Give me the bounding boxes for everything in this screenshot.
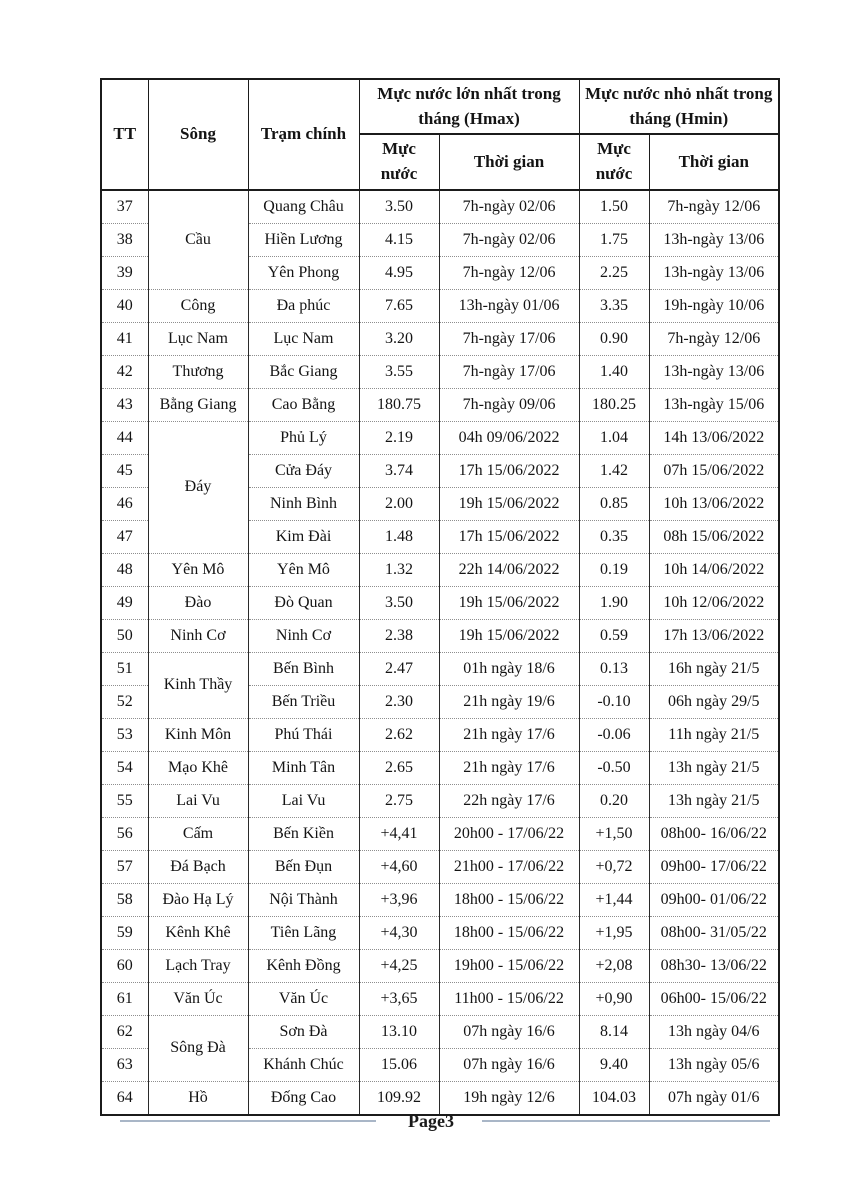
cell-hmin-level: -0.06 xyxy=(579,718,649,751)
cell-hmin-time: 08h00- 31/05/22 xyxy=(649,916,779,949)
cell-hmax-time: 7h-ngày 17/06 xyxy=(439,322,579,355)
cell-hmax-level: 2.65 xyxy=(359,751,439,784)
table-header xyxy=(101,79,779,190)
cell-hmax-time: 22h ngày 17/6 xyxy=(439,784,579,817)
cell-tram-chinh: Kim Đài xyxy=(248,520,359,553)
cell-song: Lạch Tray xyxy=(148,949,248,982)
cell-tram-chinh: Đa phúc xyxy=(248,289,359,322)
cell-hmax-time: 07h ngày 16/6 xyxy=(439,1015,579,1048)
cell-hmax-time: 17h 15/06/2022 xyxy=(439,454,579,487)
cell-hmin-time: 7h-ngày 12/06 xyxy=(649,190,779,224)
cell-hmin-level: 1.04 xyxy=(579,421,649,454)
cell-hmax-level: 2.38 xyxy=(359,619,439,652)
cell-tram-chinh: Lục Nam xyxy=(248,322,359,355)
cell-hmax-time: 18h00 - 15/06/22 xyxy=(439,916,579,949)
cell-tram-chinh: Phủ Lý xyxy=(248,421,359,454)
cell-hmax-time: 11h00 - 15/06/22 xyxy=(439,982,579,1015)
header-tt: TT xyxy=(101,79,148,190)
cell-hmin-time: 13h-ngày 13/06 xyxy=(649,256,779,289)
cell-tt: 48 xyxy=(101,553,148,586)
cell-hmax-level: 15.06 xyxy=(359,1048,439,1081)
cell-song: Yên Mô xyxy=(148,553,248,586)
cell-tram-chinh: Phú Thái xyxy=(248,718,359,751)
cell-hmin-level: 2.25 xyxy=(579,256,649,289)
cell-hmin-level: +2,08 xyxy=(579,949,649,982)
page-footer xyxy=(100,1106,778,1136)
cell-hmin-level: +1,44 xyxy=(579,883,649,916)
cell-song: Đào Hạ Lý xyxy=(148,883,248,916)
cell-tt: 46 xyxy=(101,487,148,520)
cell-hmax-level: 3.20 xyxy=(359,322,439,355)
cell-tt: 53 xyxy=(101,718,148,751)
cell-hmin-time: 11h ngày 21/5 xyxy=(649,718,779,751)
cell-hmin-time: 08h 15/06/2022 xyxy=(649,520,779,553)
cell-tt: 47 xyxy=(101,520,148,553)
table-row xyxy=(101,553,779,586)
cell-song: Công xyxy=(148,289,248,322)
cell-hmax-level: 1.32 xyxy=(359,553,439,586)
cell-hmax-time: 07h ngày 16/6 xyxy=(439,1048,579,1081)
table-row xyxy=(101,355,779,388)
cell-tram-chinh: Sơn Đà xyxy=(248,1015,359,1048)
table-row xyxy=(101,949,779,982)
cell-song: Ninh Cơ xyxy=(148,619,248,652)
table-row xyxy=(101,652,779,685)
footer-rule-right xyxy=(482,1120,770,1122)
cell-hmax-time: 19h 15/06/2022 xyxy=(439,487,579,520)
cell-hmin-time: 10h 12/06/2022 xyxy=(649,586,779,619)
cell-tram-chinh: Bến Triều xyxy=(248,685,359,718)
cell-hmin-time: 13h-ngày 13/06 xyxy=(649,355,779,388)
cell-hmin-time: 08h00- 16/06/22 xyxy=(649,817,779,850)
cell-tt: 64 xyxy=(101,1081,148,1115)
cell-hmax-time: 7h-ngày 09/06 xyxy=(439,388,579,421)
cell-tt: 49 xyxy=(101,586,148,619)
cell-tram-chinh: Yên Phong xyxy=(248,256,359,289)
cell-hmin-time: 13h ngày 05/6 xyxy=(649,1048,779,1081)
cell-hmin-time: 09h00- 01/06/22 xyxy=(649,883,779,916)
cell-tram-chinh: Cao Bằng xyxy=(248,388,359,421)
cell-tram-chinh: Văn Úc xyxy=(248,982,359,1015)
cell-tram-chinh: Kênh Đồng xyxy=(248,949,359,982)
cell-hmax-level: 180.75 xyxy=(359,388,439,421)
cell-hmax-time: 7h-ngày 12/06 xyxy=(439,256,579,289)
cell-hmin-time: 07h ngày 01/6 xyxy=(649,1081,779,1115)
cell-hmin-level: 1.50 xyxy=(579,190,649,224)
cell-song: Sông Đà xyxy=(148,1015,248,1081)
cell-hmax-level: +4,25 xyxy=(359,949,439,982)
cell-hmax-level: 3.55 xyxy=(359,355,439,388)
cell-hmax-time: 21h00 - 17/06/22 xyxy=(439,850,579,883)
cell-song: Lai Vu xyxy=(148,784,248,817)
cell-song: Kinh Môn xyxy=(148,718,248,751)
cell-song: Đá Bạch xyxy=(148,850,248,883)
cell-hmax-time: 7h-ngày 02/06 xyxy=(439,190,579,224)
cell-hmin-level: 1.40 xyxy=(579,355,649,388)
cell-hmax-time: 13h-ngày 01/06 xyxy=(439,289,579,322)
cell-hmin-time: 13h ngày 04/6 xyxy=(649,1015,779,1048)
table-row xyxy=(101,190,779,224)
cell-hmin-level: 0.35 xyxy=(579,520,649,553)
cell-hmin-time: 7h-ngày 12/06 xyxy=(649,322,779,355)
cell-tt: 59 xyxy=(101,916,148,949)
cell-hmin-time: 13h ngày 21/5 xyxy=(649,784,779,817)
cell-song: Kinh Thầy xyxy=(148,652,248,718)
cell-hmin-level: 104.03 xyxy=(579,1081,649,1115)
cell-tram-chinh: Đống Cao xyxy=(248,1081,359,1115)
table-row xyxy=(101,718,779,751)
table-row xyxy=(101,619,779,652)
cell-hmax-level: 2.19 xyxy=(359,421,439,454)
cell-hmin-level: 180.25 xyxy=(579,388,649,421)
cell-tram-chinh: Lai Vu xyxy=(248,784,359,817)
cell-hmin-time: 13h-ngày 13/06 xyxy=(649,223,779,256)
cell-tram-chinh: Bến Bình xyxy=(248,652,359,685)
cell-tram-chinh: Cửa Đáy xyxy=(248,454,359,487)
cell-hmax-time: 7h-ngày 02/06 xyxy=(439,223,579,256)
cell-hmin-time: 13h-ngày 15/06 xyxy=(649,388,779,421)
cell-hmax-level: 7.65 xyxy=(359,289,439,322)
cell-hmax-level: +4,60 xyxy=(359,850,439,883)
cell-song: Đáy xyxy=(148,421,248,553)
cell-tt: 45 xyxy=(101,454,148,487)
page-number: Page3 xyxy=(408,1110,454,1131)
cell-song: Hồ xyxy=(148,1081,248,1115)
cell-tt: 41 xyxy=(101,322,148,355)
cell-song: Bằng Giang xyxy=(148,388,248,421)
cell-tram-chinh: Minh Tân xyxy=(248,751,359,784)
cell-tt: 39 xyxy=(101,256,148,289)
cell-tt: 43 xyxy=(101,388,148,421)
cell-hmax-level: +4,30 xyxy=(359,916,439,949)
cell-hmin-level: 0.90 xyxy=(579,322,649,355)
cell-hmin-time: 17h 13/06/2022 xyxy=(649,619,779,652)
header-hmin-group: Mực nước nhỏ nhất trong tháng (Hmin) xyxy=(579,79,779,134)
cell-hmin-level: 0.59 xyxy=(579,619,649,652)
table-row xyxy=(101,388,779,421)
table-row xyxy=(101,421,779,454)
cell-hmin-level: -0.10 xyxy=(579,685,649,718)
cell-hmax-time: 21h ngày 19/6 xyxy=(439,685,579,718)
cell-tt: 63 xyxy=(101,1048,148,1081)
cell-hmax-level: 2.62 xyxy=(359,718,439,751)
cell-hmin-level: 1.75 xyxy=(579,223,649,256)
cell-tram-chinh: Khánh Chúc xyxy=(248,1048,359,1081)
cell-hmax-level: 3.50 xyxy=(359,190,439,224)
cell-song: Cầu xyxy=(148,190,248,290)
cell-hmax-time: 01h ngày 18/6 xyxy=(439,652,579,685)
cell-hmin-time: 10h 13/06/2022 xyxy=(649,487,779,520)
cell-hmax-time: 18h00 - 15/06/22 xyxy=(439,883,579,916)
cell-hmin-level: 3.35 xyxy=(579,289,649,322)
cell-hmax-time: 21h ngày 17/6 xyxy=(439,718,579,751)
cell-hmin-level: 0.20 xyxy=(579,784,649,817)
header-hmax-level: Mực nước xyxy=(359,134,439,189)
cell-tram-chinh: Bến Đụn xyxy=(248,850,359,883)
cell-song: Lục Nam xyxy=(148,322,248,355)
footer-rule-left xyxy=(120,1120,376,1122)
cell-hmin-level: 0.13 xyxy=(579,652,649,685)
cell-tram-chinh: Ninh Cơ xyxy=(248,619,359,652)
cell-hmin-time: 09h00- 17/06/22 xyxy=(649,850,779,883)
cell-hmax-time: 21h ngày 17/6 xyxy=(439,751,579,784)
cell-hmax-level: 2.75 xyxy=(359,784,439,817)
cell-hmax-level: 2.30 xyxy=(359,685,439,718)
cell-hmax-level: 109.92 xyxy=(359,1081,439,1115)
cell-tram-chinh: Quang Châu xyxy=(248,190,359,224)
cell-song: Thương xyxy=(148,355,248,388)
cell-hmin-time: 10h 14/06/2022 xyxy=(649,553,779,586)
cell-hmin-level: 0.85 xyxy=(579,487,649,520)
cell-hmax-level: +3,65 xyxy=(359,982,439,1015)
cell-hmax-time: 19h 15/06/2022 xyxy=(439,586,579,619)
cell-tram-chinh: Bắc Giang xyxy=(248,355,359,388)
cell-hmin-time: 19h-ngày 10/06 xyxy=(649,289,779,322)
cell-hmax-level: +3,96 xyxy=(359,883,439,916)
cell-hmax-time: 7h-ngày 17/06 xyxy=(439,355,579,388)
cell-tram-chinh: Hiền Lương xyxy=(248,223,359,256)
header-tram-chinh: Trạm chính xyxy=(248,79,359,190)
cell-hmax-level: +4,41 xyxy=(359,817,439,850)
cell-tt: 37 xyxy=(101,190,148,224)
cell-hmin-level: 0.19 xyxy=(579,553,649,586)
cell-hmax-level: 3.50 xyxy=(359,586,439,619)
cell-tt: 38 xyxy=(101,223,148,256)
cell-hmin-time: 06h ngày 29/5 xyxy=(649,685,779,718)
cell-tt: 62 xyxy=(101,1015,148,1048)
cell-hmin-level: 1.90 xyxy=(579,586,649,619)
table-row xyxy=(101,982,779,1015)
cell-tram-chinh: Nội Thành xyxy=(248,883,359,916)
cell-hmin-level: +1,95 xyxy=(579,916,649,949)
header-hmin-level: Mực nước xyxy=(579,134,649,189)
cell-tt: 60 xyxy=(101,949,148,982)
cell-hmax-time: 17h 15/06/2022 xyxy=(439,520,579,553)
cell-hmax-time: 19h00 - 15/06/22 xyxy=(439,949,579,982)
table-row xyxy=(101,289,779,322)
cell-hmin-time: 14h 13/06/2022 xyxy=(649,421,779,454)
cell-hmin-level: -0.50 xyxy=(579,751,649,784)
table-row xyxy=(101,916,779,949)
cell-tt: 57 xyxy=(101,850,148,883)
cell-tt: 54 xyxy=(101,751,148,784)
table-row xyxy=(101,850,779,883)
cell-hmin-level: 9.40 xyxy=(579,1048,649,1081)
cell-hmin-level: +0,90 xyxy=(579,982,649,1015)
header-hmin-time: Thời gian xyxy=(649,134,779,189)
cell-tt: 55 xyxy=(101,784,148,817)
table-row xyxy=(101,784,779,817)
cell-hmax-level: 2.00 xyxy=(359,487,439,520)
table-row xyxy=(101,817,779,850)
cell-tt: 56 xyxy=(101,817,148,850)
cell-tt: 51 xyxy=(101,652,148,685)
table-row xyxy=(101,586,779,619)
cell-hmax-time: 22h 14/06/2022 xyxy=(439,553,579,586)
table-row xyxy=(101,1015,779,1048)
cell-song: Văn Úc xyxy=(148,982,248,1015)
cell-hmax-time: 04h 09/06/2022 xyxy=(439,421,579,454)
cell-tt: 50 xyxy=(101,619,148,652)
cell-tt: 58 xyxy=(101,883,148,916)
cell-tt: 52 xyxy=(101,685,148,718)
cell-hmax-level: 4.15 xyxy=(359,223,439,256)
header-hmax-group: Mực nước lớn nhất trong tháng (Hmax) xyxy=(359,79,579,134)
cell-song: Kênh Khê xyxy=(148,916,248,949)
table-body xyxy=(101,190,779,1115)
cell-tram-chinh: Yên Mô xyxy=(248,553,359,586)
header-hmax-time: Thời gian xyxy=(439,134,579,189)
cell-hmax-level: 3.74 xyxy=(359,454,439,487)
cell-tram-chinh: Bến Kiền xyxy=(248,817,359,850)
header-song: Sông xyxy=(148,79,248,190)
table-row xyxy=(101,322,779,355)
cell-hmax-time: 19h 15/06/2022 xyxy=(439,619,579,652)
table-row xyxy=(101,751,779,784)
cell-hmax-level: 4.95 xyxy=(359,256,439,289)
cell-hmin-level: +0,72 xyxy=(579,850,649,883)
cell-hmax-level: 13.10 xyxy=(359,1015,439,1048)
cell-tt: 44 xyxy=(101,421,148,454)
cell-tram-chinh: Tiên Lãng xyxy=(248,916,359,949)
cell-hmin-time: 16h ngày 21/5 xyxy=(649,652,779,685)
table-row xyxy=(101,883,779,916)
cell-hmin-level: 1.42 xyxy=(579,454,649,487)
cell-song: Mạo Khê xyxy=(148,751,248,784)
cell-tram-chinh: Ninh Bình xyxy=(248,487,359,520)
cell-hmin-level: 8.14 xyxy=(579,1015,649,1048)
water-level-table xyxy=(100,78,780,1116)
cell-hmin-time: 07h 15/06/2022 xyxy=(649,454,779,487)
cell-hmax-level: 1.48 xyxy=(359,520,439,553)
cell-hmin-time: 13h ngày 21/5 xyxy=(649,751,779,784)
cell-hmax-time: 20h00 - 17/06/22 xyxy=(439,817,579,850)
cell-tt: 40 xyxy=(101,289,148,322)
cell-tram-chinh: Đò Quan xyxy=(248,586,359,619)
cell-song: Cấm xyxy=(148,817,248,850)
cell-hmin-level: +1,50 xyxy=(579,817,649,850)
cell-tt: 61 xyxy=(101,982,148,1015)
cell-hmin-time: 06h00- 15/06/22 xyxy=(649,982,779,1015)
cell-hmin-time: 08h30- 13/06/22 xyxy=(649,949,779,982)
cell-tt: 42 xyxy=(101,355,148,388)
cell-hmax-level: 2.47 xyxy=(359,652,439,685)
cell-hmax-time: 19h ngày 12/6 xyxy=(439,1081,579,1115)
cell-song: Đào xyxy=(148,586,248,619)
